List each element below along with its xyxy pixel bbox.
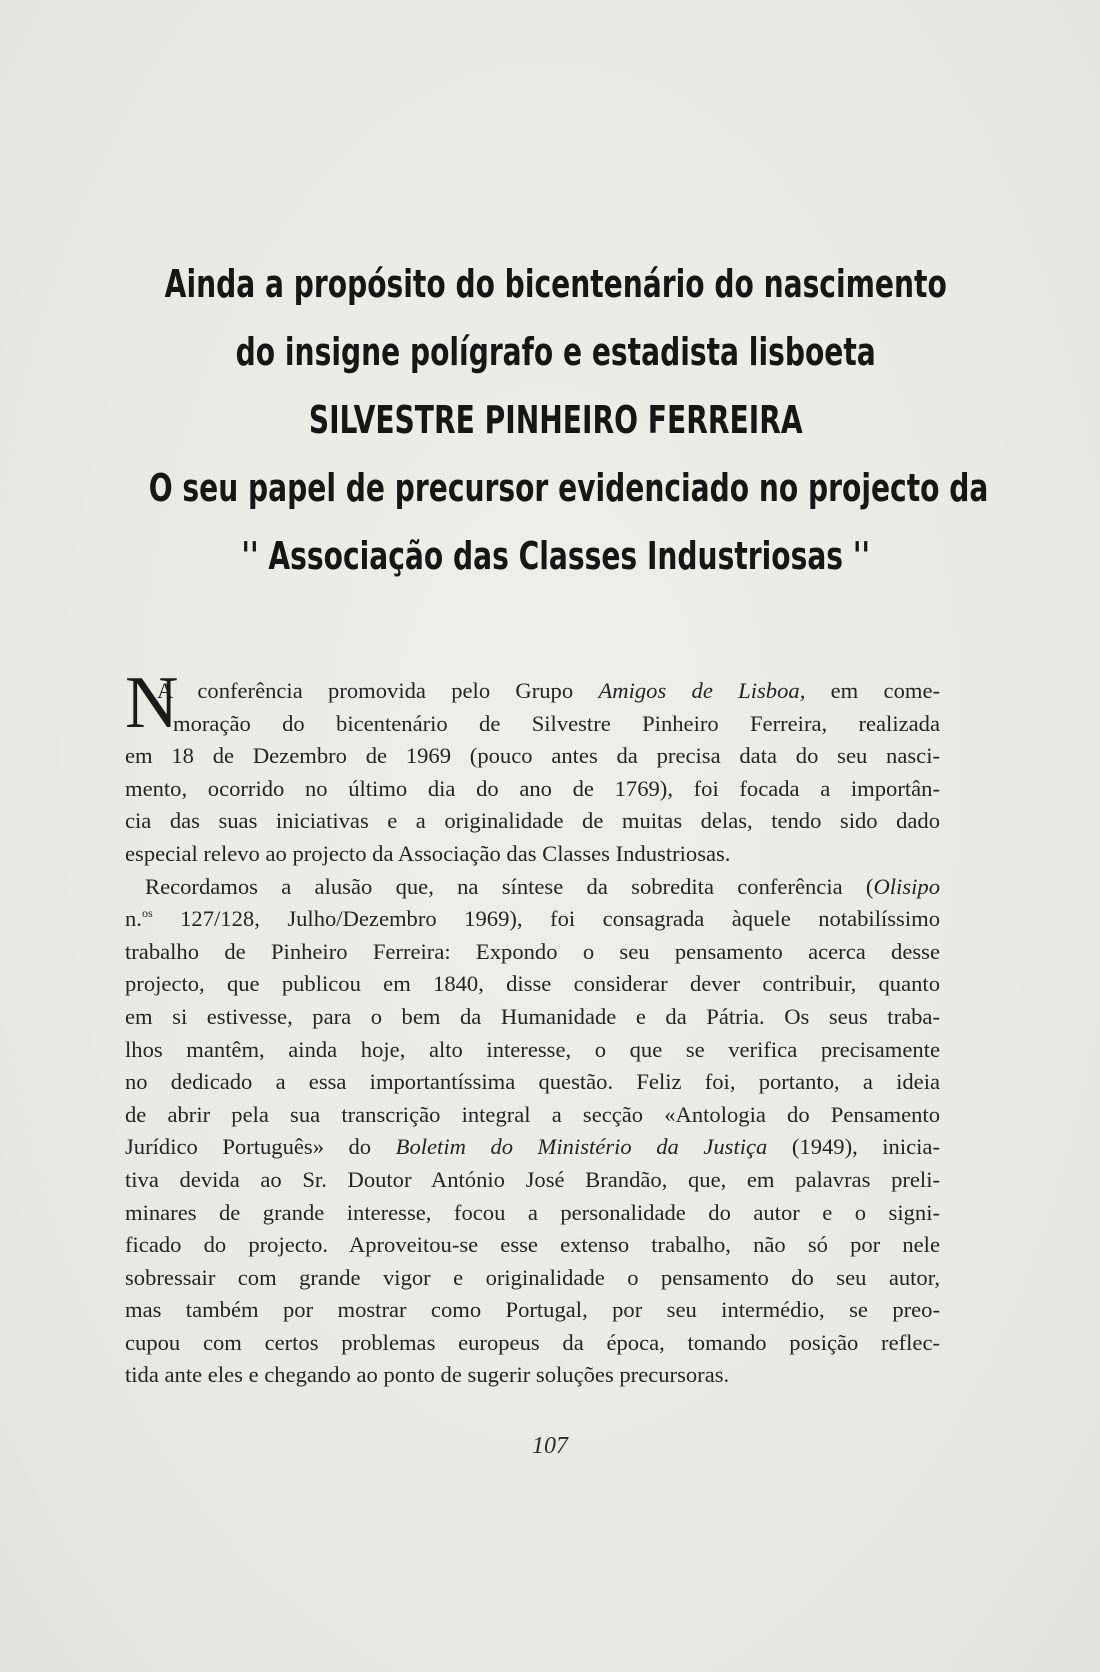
text-line: A conferência promovida pelo Grupo Amigos de Lisboa, em come- (157, 678, 940, 703)
superscript: os (141, 906, 153, 921)
text-line: projecto, que publicou em 1840, disse considerar dever contribuir, quanto (125, 971, 940, 997)
text-line: ficado do projecto. Aproveitou-se esse extenso trabalho, não só por nele (125, 1232, 940, 1258)
italic-title: Boletim do Ministério da Justiça (395, 1134, 768, 1160)
heading-line-4: O seu papel de precursor evidenciado no projecto da (148, 466, 989, 510)
page-number: 107 (532, 1433, 568, 1459)
text-line: especial relevo ao projecto da Associação das Classes Industriosas. (125, 840, 731, 866)
text-line: minares de grande interesse, focou a personalidade do autor e o signi- (125, 1199, 940, 1225)
text-line: Jurídico Português» do Boletim do Ministério da Justiça (1949), inicia- (125, 1134, 940, 1160)
text-line: no dedicado a essa importantíssima questão. Feliz foi, portanto, a ideia (125, 1069, 940, 1095)
paragraph-1 (125, 662, 940, 871)
text-line: em 18 de Dezembro de 1969 (pouco antes da precisa data do seu nasci- (125, 743, 940, 769)
italic-title: Amigos de Lisboa, (598, 678, 806, 703)
text-line: n.$^{os}$ 127/128, Julho/Dezembro 1969), foi consagrada àquele notabilíssimo (125, 906, 940, 932)
italic-title: Olisipo (873, 873, 940, 899)
text-line: mento, ocorrido no último dia do ano de 1769), foi focada a importân- (125, 775, 940, 801)
heading-line-1: Ainda a propósito do bicentenário do nascimento (164, 262, 947, 306)
text-line: de abrir pela sua transcrição integral a secção «Antologia do Pensamento (125, 1101, 940, 1127)
text-line: cia das suas iniciativas e a originalidade de muitas delas, tendo sido dado (125, 808, 940, 834)
text-line: sobressair com grande vigor e originalidade o pensamento do seu autor, (125, 1264, 940, 1290)
text-line: Recordamos a alusão que, na síntese da sobredita conferência (Olisipo (145, 873, 940, 899)
body-text (125, 662, 940, 1392)
text-line: trabalho de Pinheiro Ferreira: Expondo o seu pensamento acerca desse (125, 938, 940, 964)
text-line: tiva devida ao Sr. Doutor António José Brandão, que, em palavras preli- (125, 1166, 940, 1192)
text-line: cupou com certos problemas europeus da época, tomando posição reflec- (125, 1329, 940, 1355)
text-line: moração do bicentenário de Silvestre Pinheiro Ferreira, realizada (173, 710, 940, 736)
paragraph-2 (125, 871, 940, 1393)
drop-cap: N (125, 662, 179, 744)
article-heading (148, 250, 989, 590)
text-line: em si estivesse, para o bem da Humanidade e da Pátria. Os seus traba- (125, 1003, 940, 1029)
text-line: tida ante eles e chegando ao ponto de sugerir soluções precursoras. (125, 1362, 730, 1388)
heading-line-5: '' Associação das Classes Industriosas '' (241, 534, 871, 578)
heading-line-2: do insigne polígrafo e estadista lisboeta (235, 330, 876, 374)
heading-name: SILVESTRE PINHEIRO FERREIRA (308, 398, 803, 442)
text-line: mas também por mostrar como Portugal, por seu intermédio, se preo- (125, 1297, 940, 1323)
text-line: lhos mantêm, ainda hoje, alto interesse, o que se verifica precisamente (125, 1036, 940, 1062)
